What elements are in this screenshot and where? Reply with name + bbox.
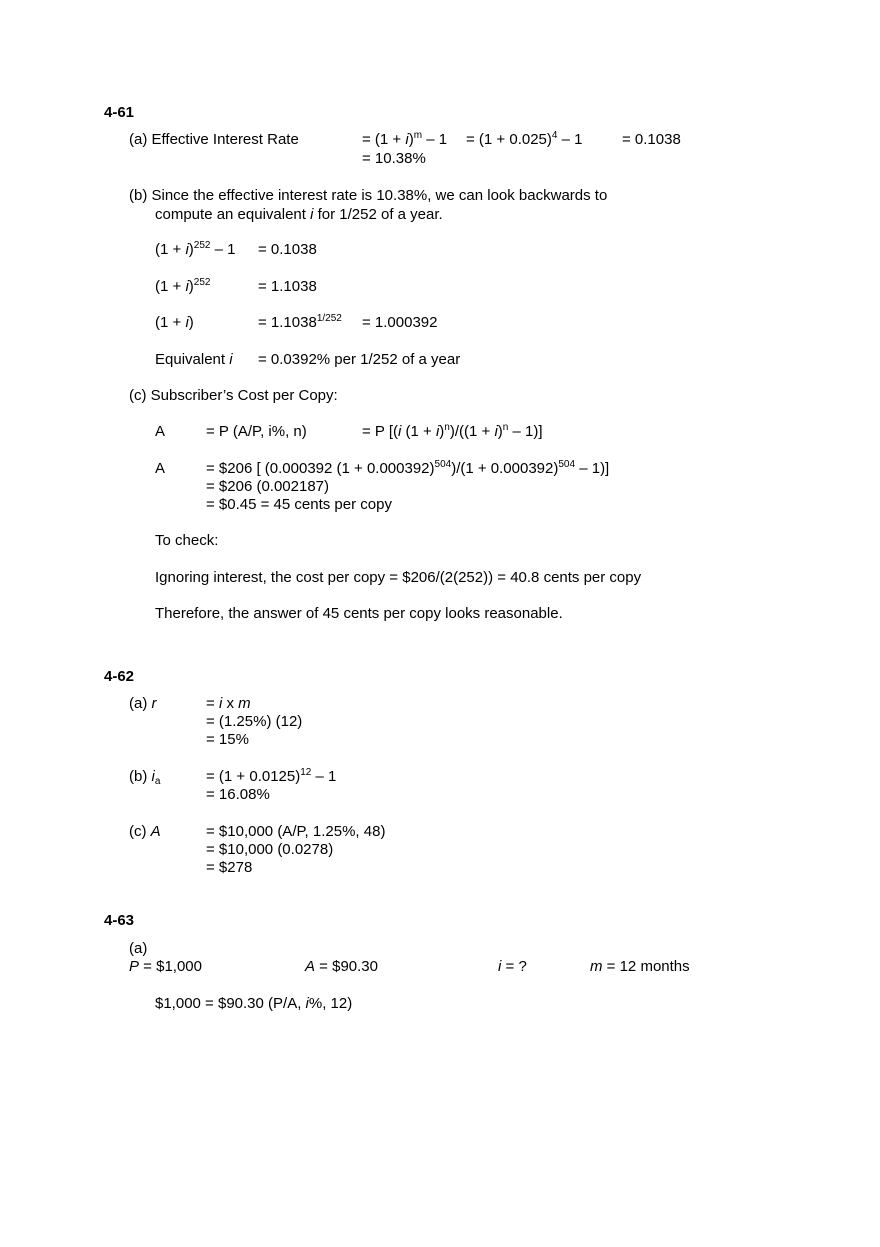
problem-number: 4-62 bbox=[104, 668, 135, 685]
equation: = $206 [ (0.000392 $(1 + 0.000392)^{504})/(1 + 0.000392)^{504} - 1$)] bbox=[206, 459, 610, 477]
equation-lhs: $(1 + i)^{252}$ bbox=[155, 277, 211, 295]
equation: = $10,000 (0.0278) bbox=[206, 841, 334, 858]
equation-lhs: A bbox=[155, 423, 166, 440]
conclusion-text: Therefore, the answer of 45 cents per copy looks reasonable. bbox=[155, 605, 563, 622]
part-a-label: (a) r bbox=[129, 695, 157, 712]
equation: $1,000 = $90.30 (P/A, i%, 12) bbox=[155, 995, 353, 1012]
check-text: To check: bbox=[155, 532, 219, 549]
equation-rhs: = 0.1038 bbox=[258, 241, 317, 258]
equation-rhs: = 1.1038 bbox=[258, 278, 317, 295]
equation-lhs: A bbox=[155, 460, 166, 477]
equation-lhs: $(1 + i)^{252} - 1$ bbox=[155, 240, 236, 258]
equation-result: = 16.08% bbox=[206, 786, 270, 803]
equation: = P [(i $(1 + i)^n)/((1 + i)^n - 1)$] bbox=[362, 422, 543, 440]
equation-result: = 0.1038 bbox=[622, 131, 681, 148]
equation: = $(1 + i)^m - 1$ bbox=[362, 130, 448, 148]
equation: = $206 (0.002187) bbox=[206, 478, 330, 495]
equation-lhs: (1 + i) bbox=[155, 314, 194, 331]
equation-rhs: = 0.0392% per 1/252 of a year bbox=[258, 351, 461, 368]
part-b-text: (b) Since the effective interest rate is 10.38%, we can look backwards to bbox=[129, 187, 608, 204]
equation-result: = $0.45 = 45 cents per copy bbox=[206, 496, 392, 513]
part-c-label: (c) A bbox=[129, 823, 161, 840]
part-a-label: (a) bbox=[129, 940, 148, 957]
part-b-label: (b) $i_a$ bbox=[129, 768, 161, 787]
check-text: Ignoring interest, the cost per copy = $206/(2(252)) = 40.8 cents per copy bbox=[155, 569, 642, 586]
equation-rhs: = 1.000392 bbox=[362, 314, 438, 331]
part-a-label: (a) Effective Interest Rate bbox=[129, 131, 299, 148]
equation: = i x m bbox=[206, 695, 251, 712]
given-variable: i = ? bbox=[498, 958, 527, 975]
problem-number: 4-63 bbox=[104, 912, 135, 929]
equation: = $(1 + 0.025)^4 - 1$ bbox=[466, 130, 583, 148]
part-c-label: (c) Subscriber’s Cost per Copy: bbox=[129, 387, 338, 404]
problem-number: 4-61 bbox=[104, 104, 135, 121]
equation-rhs: = $1.1038^{1/252}$ bbox=[258, 313, 342, 331]
given-variable: m = 12 months bbox=[590, 958, 690, 975]
equation-result: = 10.38% bbox=[362, 150, 426, 167]
equation-result: = $278 bbox=[206, 859, 253, 876]
equation: = P (A/P, i%, n) bbox=[206, 423, 307, 440]
equation: = $10,000 (A/P, 1.25%, 48) bbox=[206, 823, 386, 840]
part-b-text: compute an equivalent i for 1/252 of a year. bbox=[155, 206, 443, 223]
equation-result: = 15% bbox=[206, 731, 249, 748]
given-variable: A = $90.30 bbox=[305, 958, 378, 975]
equation: = $(1 + 0.0125)^{12} - 1$ bbox=[206, 767, 337, 785]
given-variable: P = $1,000 bbox=[129, 958, 202, 975]
equation-lhs: Equivalent i bbox=[155, 351, 233, 368]
equation: = (1.25%) (12) bbox=[206, 713, 303, 730]
